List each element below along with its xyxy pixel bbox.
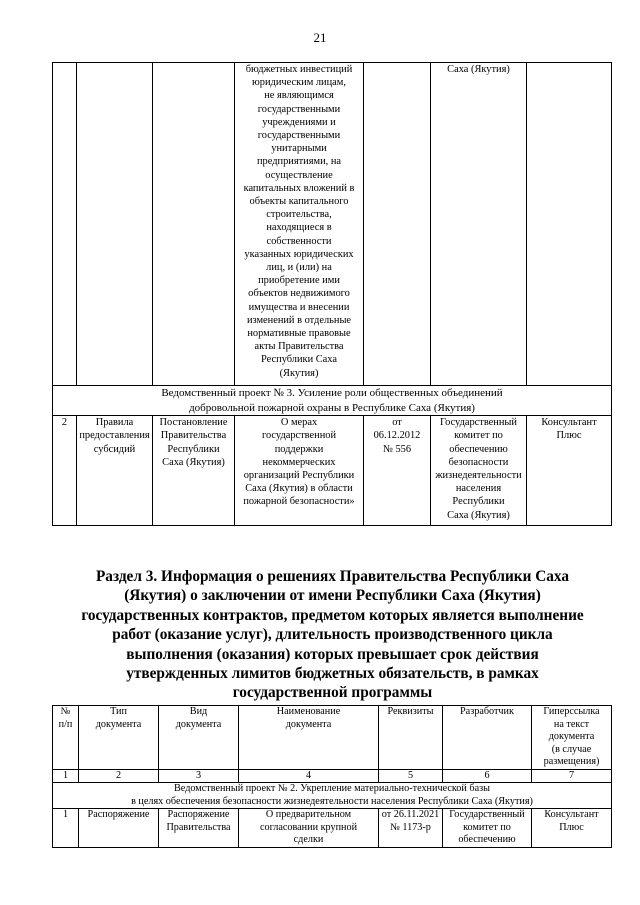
document-developer: Государственный комитет по обеспечению [443, 809, 532, 848]
table-row [53, 809, 612, 848]
header-name: Наименование документа [239, 706, 379, 770]
header-kind: Вид документа [159, 706, 239, 770]
project-row [53, 386, 612, 416]
document-details: от 26.11.2021 № 1173-р [379, 809, 443, 848]
section-3-heading: Раздел 3. Информация о решениях Правительства Республики Саха (Якутия) о заключении от имени Республики Саха (Якутия) государственных контрактов, предметом которых является выполнение работ (оказание услуг), длительность производственного цикла выполнения (оказания) которых превышает срок действия утвержденных лимитов бюджетных обязательств, в рамках государственной программы [81, 568, 584, 702]
document-link[interactable]: Консультант Плюс [532, 809, 612, 848]
decisions-table-continued [52, 62, 612, 526]
document-developer: Государственный комитет по обеспечению безопасности жизнедеятельности населения Республики Саха (Якутия) [431, 416, 527, 526]
document-link[interactable]: Консультант Плюс [527, 416, 612, 526]
document-kind: Постановление Правительства Республики Саха (Якутия) [153, 416, 235, 526]
column-number: 1 [53, 769, 79, 782]
project-row [53, 782, 612, 808]
page-number: 21 [313, 30, 327, 45]
project-title: Ведомственный проект № 3. Усиление роли общественных объединений добровольной пожарной охраны в Республике Саха (Якутия) [53, 386, 612, 416]
column-number: 5 [379, 769, 443, 782]
table-cell [153, 63, 235, 386]
table-cell [53, 63, 77, 386]
document-name-cell: бюджетных инвестиций юридическим лицам, не являющимся государственными учреждениями и государственными унитарными предприятиями, на осуществление капитальных вложений в объекты капитального строительства, находящиеся в собственности указанных юридических лиц, и (или) на приобретение ими объектов недвижимого имущества и внесении изменений в отдельные нормативные правовые акты Правительства Республики Саха (Якутия) [235, 63, 364, 386]
developer-cell: Саха (Якутия) [431, 63, 527, 386]
column-number: 7 [532, 769, 612, 782]
header-number: № п/п [53, 706, 79, 770]
header-developer: Разработчик [443, 706, 532, 770]
table-row [53, 416, 612, 526]
table-row [53, 63, 612, 386]
header-details: Реквизиты [379, 706, 443, 770]
table-cell [527, 63, 612, 386]
document-name: О мерах государственной поддержки некоммерческих организаций Республики Саха (Якутия) в области пожарной безопасности» [235, 416, 364, 526]
column-number: 3 [159, 769, 239, 782]
row-number: 1 [53, 809, 79, 848]
column-number: 2 [79, 769, 159, 782]
project-title: Ведомственный проект № 2. Укрепление материально-технической базы в целях обеспечения безопасности жизнедеятельности населения Республики Саха (Якутия) [53, 782, 612, 808]
table-cell [364, 63, 431, 386]
document-type: Распоряжение [79, 809, 159, 848]
header-link: Гиперссылка на текст документа (в случае размещения) [532, 706, 612, 770]
document-details: от 06.12.2012 № 556 [364, 416, 431, 526]
document-type: Правила предоставления субсидий [77, 416, 153, 526]
document-name: О предварительном согласовании крупной сделки [239, 809, 379, 848]
table-cell [77, 63, 153, 386]
column-numbers-row [53, 769, 612, 782]
table-header-row [53, 706, 612, 770]
header-type: Тип документа [79, 706, 159, 770]
column-number: 6 [443, 769, 532, 782]
document-kind: Распоряжение Правительства [159, 809, 239, 848]
row-number: 2 [53, 416, 77, 526]
contracts-table [52, 705, 612, 848]
column-number: 4 [239, 769, 379, 782]
